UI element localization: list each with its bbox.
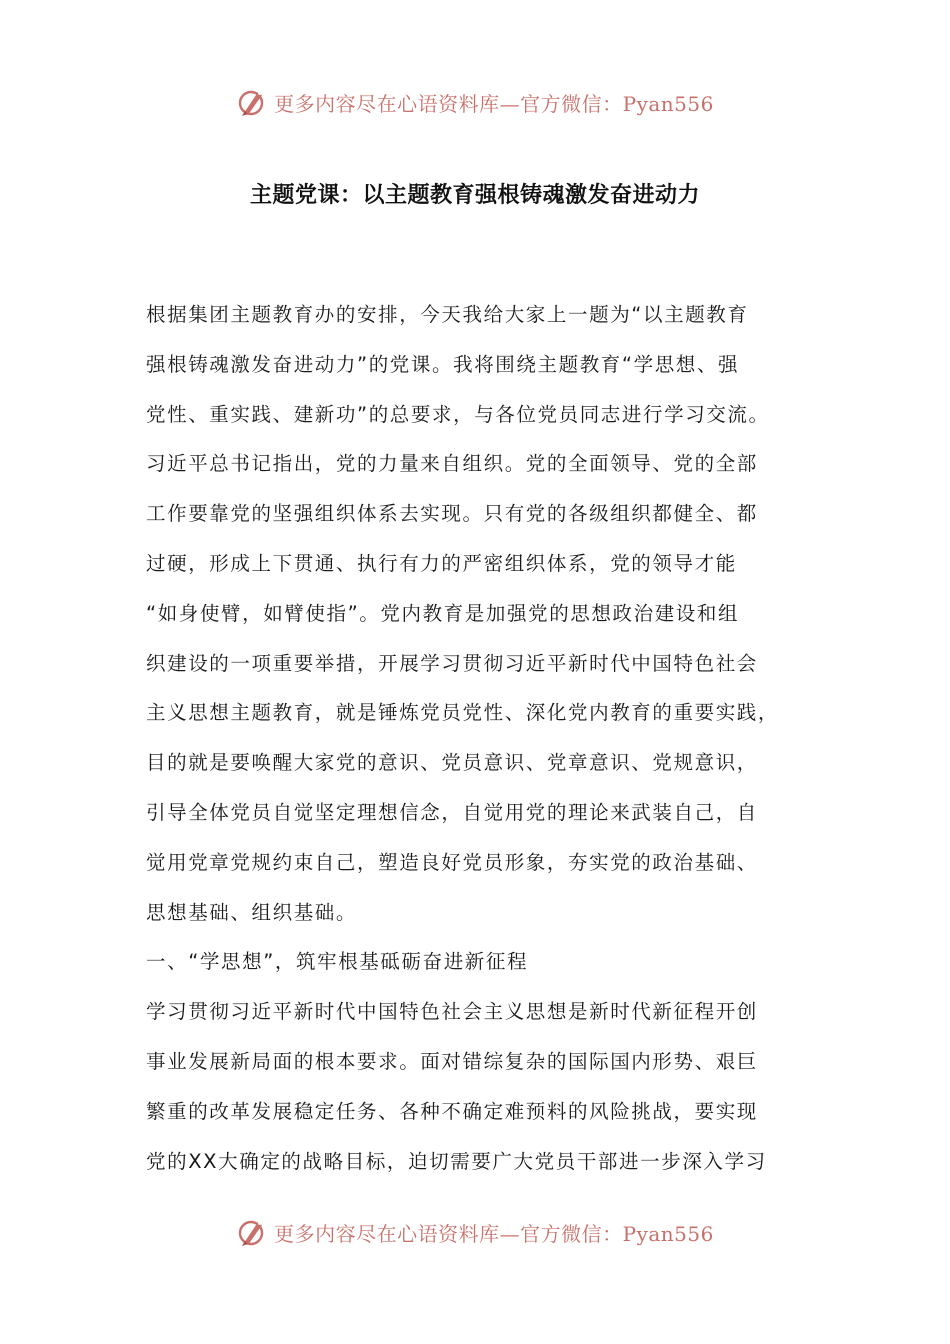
pen-logo-icon (236, 1216, 268, 1248)
body-line: 学习贯彻习近平新时代中国特色社会主义思想是新时代新征程开创 (146, 1000, 758, 1024)
document-body (146, 290, 826, 1186)
body-line: 强根铸魂激发奋进动力”的党课。我将围绕主题教育“学思想、强 (146, 352, 740, 376)
body-line: 目的就是要唤醒大家党的意识、党员意识、党章意识、党规意识， (146, 751, 758, 775)
pen-logo-icon (236, 86, 268, 118)
body-line: 工作要靠党的坚强组织体系去实现。只有党的各级组织都健全、都 (146, 502, 758, 526)
body-line: 党性、重实践、建新功”的总要求，与各位党员同志进行学习交流。 (146, 402, 770, 426)
body-line: 主义思想主题教育，就是锤炼党员党性、深化党内教育的重要实践， (146, 701, 780, 725)
header-watermark-banner (0, 82, 950, 122)
body-line: 过硬，形成上下贯通、执行有力的严密组织体系，党的领导才能 (146, 551, 737, 575)
body-line: 觉用党章党规约束自己，塑造良好党员形象，夯实党的政治基础、 (146, 850, 758, 874)
document-title: 主题党课：以主题教育强根铸魂激发奋进动力 (249, 183, 700, 208)
body-line: 党的XX大确定的战略目标，迫切需要广大党员干部进一步深入学习 (146, 1149, 767, 1173)
body-line: 繁重的改革发展稳定任务、各种不确定难预料的风险挑战，要实现 (146, 1099, 758, 1123)
footer-watermark-banner (0, 1212, 950, 1252)
watermark-text: 更多内容尽在心语资料库—官方微信：Pyan556 (274, 1221, 714, 1246)
body-line: 习近平总书记指出，党的力量来自组织。党的全面领导、党的全部 (146, 452, 758, 476)
body-line: 思想基础、组织基础。 (146, 900, 358, 924)
body-line: 引导全体党员自觉坚定理想信念，自觉用党的理论来武装自己，自 (146, 800, 758, 824)
watermark-text: 更多内容尽在心语资料库—官方微信：Pyan556 (274, 91, 714, 116)
body-line: 事业发展新局面的根本要求。面对错综复杂的国际国内形势、艰巨 (146, 1049, 758, 1073)
body-line: “如身使臂，如臂使指”。党内教育是加强党的思想政治建设和组 (146, 601, 740, 625)
body-line: 根据集团主题教育办的安排，今天我给大家上一题为“以主题教育 (146, 303, 749, 326)
section-heading: 一、“学思想”，筑牢根基砥砺奋进新征程 (146, 950, 529, 974)
body-line: 织建设的一项重要举措，开展学习贯彻习近平新时代中国特色社会 (146, 651, 758, 675)
